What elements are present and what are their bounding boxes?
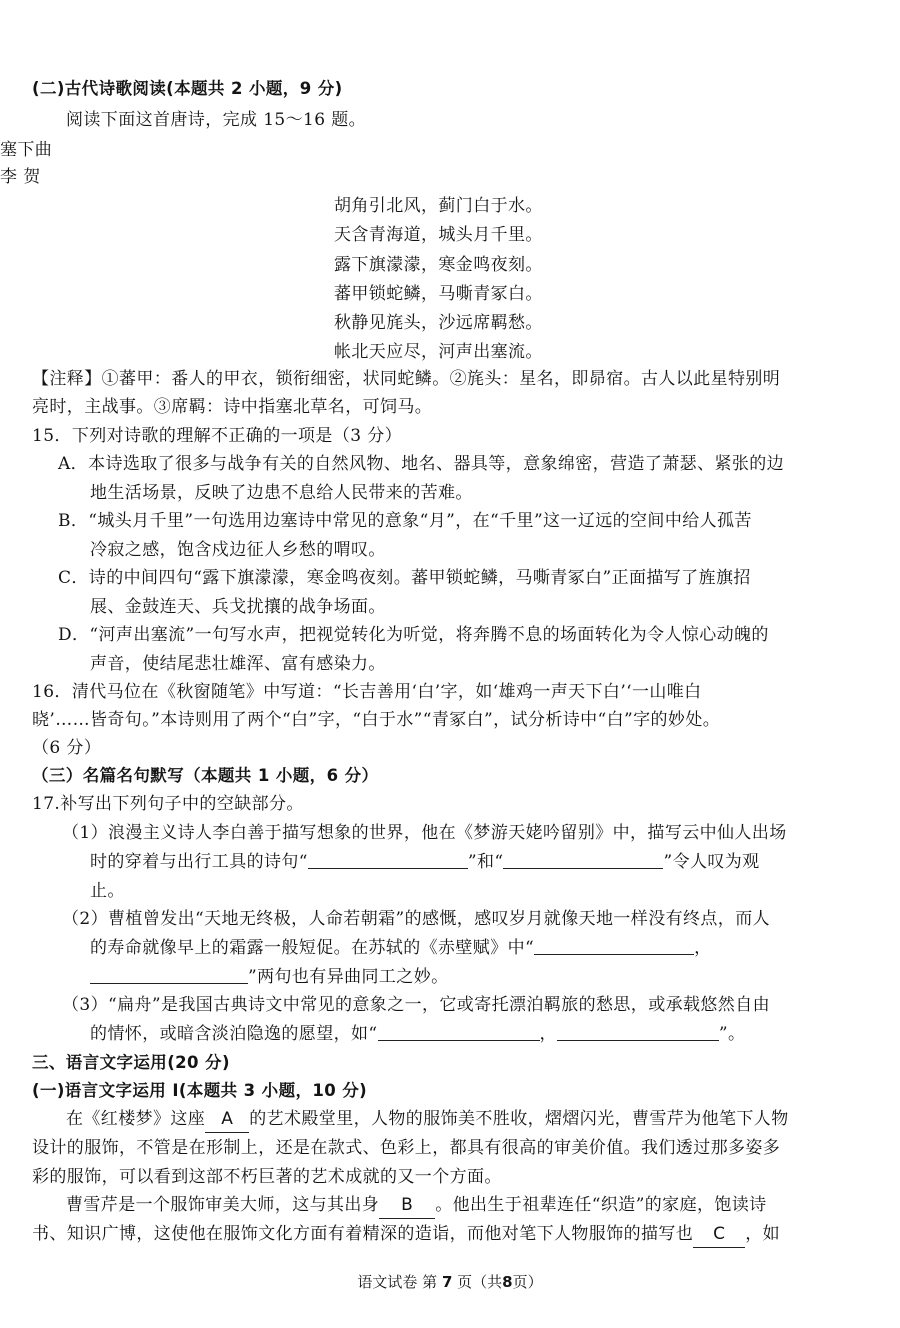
question-16: 晓’……皆奇句。”本诗则用了两个“白”字，“白于水”“青冢白”，试分析诗中“白”字的妙处。 bbox=[32, 710, 721, 730]
answer-blank[interactable] bbox=[534, 936, 694, 955]
passage-paragraph: 设计的服饰，不管是在形制上，还是在款式、色彩上，都具有很高的审美价值。我们透过那多姿多 bbox=[32, 1138, 781, 1158]
question-15-option-a: 地生活场景，反映了边患不息给人民带来的苦难。 bbox=[90, 483, 473, 503]
part3-subheading: (一)语言文字运用 I(本题共 3 小题，10 分) bbox=[32, 1081, 368, 1100]
poem-line: 蕃甲锁蛇鳞，马嘶青冢白。 bbox=[334, 284, 543, 304]
passage-paragraph: 在《红楼梦》这座 A 的艺术殿堂里，人物的服饰美不胜收，熠熠闪光，曹雪芹为他笔下人物 bbox=[66, 1106, 789, 1133]
question-15-option-a: A．本诗选取了很多与战争有关的自然风物、地名、器具等，意象绵密，营造了萧瑟、紧张的边 bbox=[58, 454, 785, 474]
passage-blank-b: B bbox=[379, 1192, 435, 1219]
question-15-stem: 15．下列对诗歌的理解不正确的一项是（3 分） bbox=[32, 426, 403, 446]
passage-paragraph: 书、知识广博，这使他在服饰文化方面有着精深的造诣，而他对笔下人物服饰的描写也 C ，如 bbox=[32, 1221, 780, 1248]
answer-blank[interactable] bbox=[503, 850, 663, 869]
question-15-option-b: 冷寂之感，饱含戍边征人乡愁的喟叹。 bbox=[90, 540, 386, 560]
page-footer: 语文试卷 第 7 页（共8页） bbox=[357, 1273, 543, 1291]
question-16: （6 分） bbox=[32, 738, 102, 758]
poem-line: 秋静见旄头，沙远席羁愁。 bbox=[334, 313, 543, 333]
answer-blank[interactable] bbox=[90, 965, 248, 984]
question-16: 16．清代马位在《秋窗随笔》中写道：“长吉善用‘白’字，如‘雄鸡一声天下白’‘一山唯白 bbox=[32, 682, 702, 702]
passage-blank-c: C bbox=[693, 1221, 745, 1248]
passage-paragraph: 彩的服饰，可以看到这部不朽巨著的艺术成就的又一个方面。 bbox=[32, 1167, 502, 1187]
question-17-part1: 止。 bbox=[90, 881, 125, 901]
section3-heading: （三）名篇名句默写（本题共 1 小题，6 分） bbox=[32, 766, 379, 785]
poem-author: 李 贺 bbox=[0, 167, 41, 187]
poem-line: 天含青海道，城头月千里。 bbox=[334, 225, 543, 245]
poem-line: 胡角引北风，蓟门白于水。 bbox=[334, 196, 543, 216]
question-15-option-d: D．“河声出塞流”一句写水声，把视觉转化为听觉，将奔腾不息的场面转化为令人惊心动魄的 bbox=[58, 625, 769, 645]
poem-title: 塞下曲 bbox=[0, 140, 53, 160]
answer-blank[interactable] bbox=[557, 1022, 719, 1041]
question-15-option-d: 声音，使结尾悲壮雄浑、富有感染力。 bbox=[90, 654, 386, 674]
question-17-part3: （3）“扁舟”是我国古典诗文中常见的意象之一，它或寄托漂泊羁旅的愁思，或承载悠然自由 bbox=[62, 995, 770, 1015]
page-number: 7 bbox=[441, 1273, 453, 1291]
part3-heading: 三、语言文字运用(20 分) bbox=[32, 1053, 230, 1072]
question-15-option-c: 展、金鼓连天、兵戈扰攘的战争场面。 bbox=[90, 597, 386, 617]
section2-intro: 阅读下面这首唐诗，完成 15～16 题。 bbox=[66, 110, 367, 130]
page-total: 8 bbox=[502, 1273, 513, 1291]
question-17-part2: ”两句也有异曲同工之妙。 bbox=[90, 964, 449, 990]
passage-blank-a: A bbox=[205, 1106, 249, 1133]
question-17-stem: 17.补写出下列句子中的空缺部分。 bbox=[32, 794, 304, 814]
answer-blank[interactable] bbox=[378, 1022, 540, 1041]
answer-blank[interactable] bbox=[308, 850, 468, 869]
question-17-part3: 的情怀，或暗含淡泊隐逸的愿望，如“ ， ”。 bbox=[90, 1024, 746, 1044]
poem-notes: 亮时，主战事。③席羁：诗中指塞北草名，可饲马。 bbox=[32, 397, 433, 417]
question-17-part1: （1）浪漫主义诗人李白善于描写想象的世界，他在《梦游天姥吟留别》中，描写云中仙人出场 bbox=[62, 823, 787, 843]
question-17-part2: 的寿命就像早上的霜露一般短促。在苏轼的《赤壁赋》中“ ， bbox=[90, 938, 712, 958]
poem-line: 露下旗濛濛，寒金鸣夜刻。 bbox=[334, 255, 543, 275]
poem-notes: 【注释】①蕃甲：番人的甲衣，锁衔细密，状同蛇鳞。②旄头：星名，即昴宿。古人以此星特别明 bbox=[32, 369, 781, 389]
passage-paragraph: 曹雪芹是一个服饰审美大师，这与其出身 B 。他出生于祖辈连任“织造”的家庭，饱读诗 bbox=[66, 1192, 767, 1219]
poem-line: 帐北天应尽，河声出塞流。 bbox=[334, 342, 543, 362]
question-15-option-c: C．诗的中间四句“露下旗濛濛，寒金鸣夜刻。蕃甲锁蛇鳞，马嘶青冢白”正面描写了旌旗招 bbox=[58, 568, 751, 588]
question-17-part2: （2）曹植曾发出“天地无终极，人命若朝霜”的感慨，感叹岁月就像天地一样没有终点，而人 bbox=[62, 909, 770, 929]
question-17-part1: 时的穿着与出行工具的诗句“ ”和“ ”令人叹为观 bbox=[90, 852, 760, 872]
question-15-option-b: B．“城头月千里”一句选用边塞诗中常见的意象“月”，在“千里”这一辽远的空间中给人孤苦 bbox=[58, 511, 752, 531]
section2-heading: (二)古代诗歌阅读(本题共 2 小题，9 分) bbox=[32, 79, 343, 98]
